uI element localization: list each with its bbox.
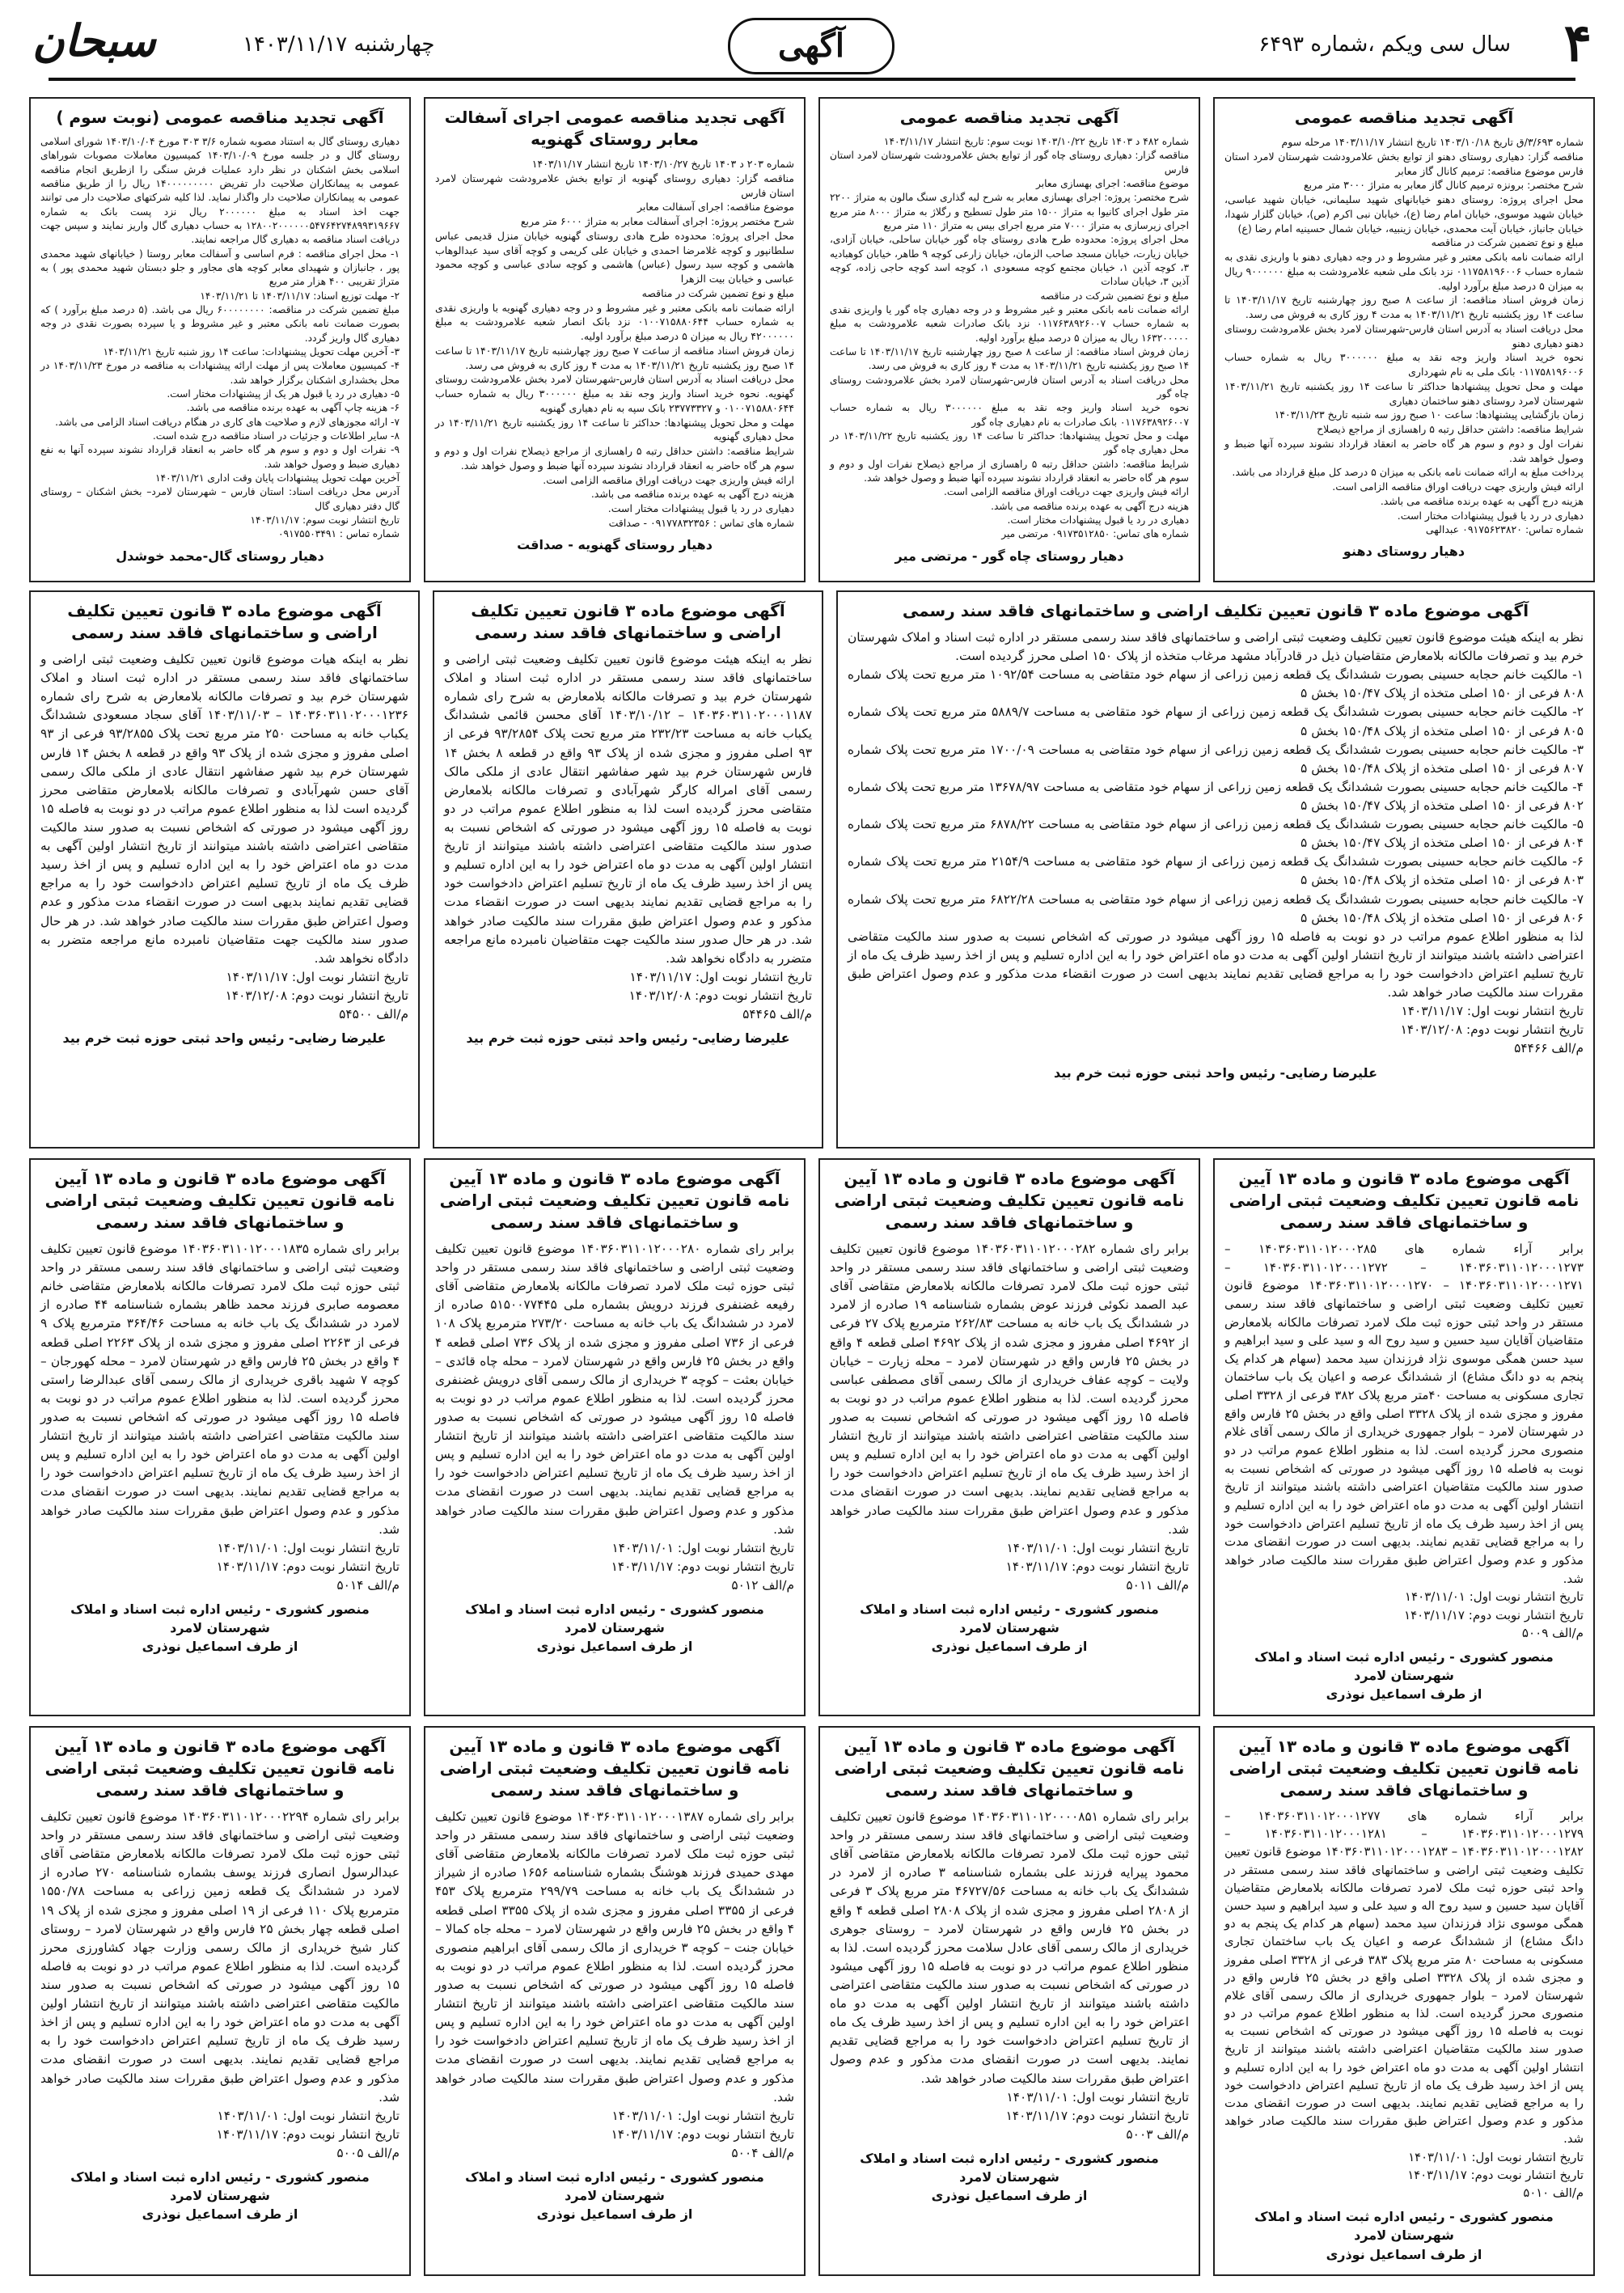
section-banner: آگهی (728, 18, 894, 74)
ad-signature: علیرضا رضایی- رئیس واحد ثبتی حوزه ثبت خرم بید (1053, 1064, 1377, 1081)
ad-signature: دهیار روستای چاه گور - مرتضی میر (894, 548, 1124, 564)
ad-signature: منصور کشوری - رئیس اداره ثبت اسناد و املاک شهرستان لامرد از طرف اسماعیل نوذری (70, 1601, 370, 1655)
ad-signature: دهیار روستای دهنو (1343, 544, 1465, 559)
ad-row-4 (29, 1726, 1595, 2276)
ad-signature: دهیار روستای گال-محمد خوشدل (116, 548, 324, 564)
ad-body: برابر رای شماره ۱۴۰۳۶۰۳۱۱۰۱۲۰۰۰۰۸۵۱ موضوع قانون تعیین تکلیف وضعیت ثبتی اراضی و ساختمانهای فاقد سند رسمی مستقر در واحد ثبتی حوزه ثبت ملک لامرد تصرفات مالکانه بلامعارض متقاضی آقای محمود پیرایه فرزند علی بشماره شناسنامه ۳ صادره از لامرد در ششدانگ یک باب خانه به مساحت ۴۶۷۲۷/۵۶ متر مربع پلاک ۳ فرعی از ۲۸۰۸ اصلی مفروز و مجزی شده از پلاک ۲۸۰۸ اصلی قطعه ۴ واقع در بخش ۲۵ فارس واقع در شهرستان لامرد – روستای جوهری خریداری از مالک رسمی آقای عادل سلامت محرز گردیده است. لذا به منظور اطلاع عموم مراتب در دو نوبت به فاصله ۱۵ روز آگهی میشود در صورتی که اشخاص نسبت به صدور سند مالکیت متقاضی اعتراضی داشته باشند میتوانند از تاریخ انتشار اولین آگهی به مدت دو ماه اعتراض خود را به این اداره تسلیم و پس از اخذ رسید ظرف یک ماه از تاریخ تسلیم اعتراض دادخواست خود را به مراجع قضایی تقدیم نمایند. بدیهی است در صورت انقضای مدت مذکور و عدم وصول اعتراض طبق مقررات سند مالکیت صادر خواهد شد. تاریخ انتشار نوبت اول: ۱۴۰۳/۱۱/۰۱ تاریخ انتشار نوبت دوم: ۱۴۰۳/۱۱/۱۷ م/الف ۵۰۰۳ (830, 1809, 1189, 2142)
ad-title: آگهی موضوع ماده ۳ قانون و ماده ۱۳ آیین نامه قانون تعیین تکلیف وضعیت ثبتی اراضی و ساختمانهای فاقد سند رسمی (439, 1737, 790, 1800)
ad-body: شماره ۳/۶۹۳/ق تاریخ ۱۴۰۳/۱۰/۱۸ تاریخ انتشار ۱۴۰۳/۱۱/۱۷ مرحله سوم مناقصه گزار: دهیاری روستای دهنو از توابع بخش علامرودشت شهرستان لامرد استان فارس موضوع مناقصه: ترمیم کانال گاز معابر شرح مختصر: برونزه ترمیم کانال گاز معابر به متراژ ۳۰۰۰ متر مربع محل اجرای پروژه: روستای دهنو خیابانهای شهید سلیمانی، خیابان شهید عباسی، خیابان شهید موسوی، خیابان امام رضا (ع)، خیابان نبی اکرم (ص)، خیابان گلزار شهدا، خیابان جانباز، خیابان آیت محمدی، خیابان زینبیه، خیابان شمال حسینیه امام رضا (ع) مبلغ و نوع تضمین شرکت در مناقصه ارائه ضمانت نامه بانکی معتبر و غیر مشروط و در وجه دهیاری دهنو با واریزی نقدی به شماره حساب ۰۱۱۷۵۸۱۹۶۰۰۶ نزد بانک ملی شعبه علامرودشت به مبلغ ۹۰۰۰۰۰۰ ریال به میزان ۵ درصد مبلغ برآورد اولیه. زمان فروش اسناد مناقصه: از ساعت ۸ صبح روز چهارشنبه تاریخ ۱۴۰۳/۱۱/۱۷ تا ساعت ۱۴ روز یکشنبه تاریخ ۱۴۰۳/۱۱/۲۱ به مدت ۴ روز کاری به فروش می رسد. محل دریافت اسناد به آدرس استان فارس-شهرستان لامرد بخش علامرودشت روستای دهنو دهیاری دهنو نحوه خرید اسناد واریز وجه نقد به مبلغ ۳۰۰۰۰۰۰ ریال به شماره حساب ۰۱۱۷۵۸۱۹۶۰۰۶ بانک ملی به نام شهرداری مهلت و محل تحویل پیشنهادها حداکثر تا ساعت ۱۴ روز یکشنبه تاریخ ۱۴۰۳/۱۱/۲۱ شهرستان لامرد روستای دهنو ساختمان دهیاری زمان بازگشایی پیشنهادها: ساعت ۱۰ صبح روز سه شنبه تاریخ ۱۴۰۳/۱۱/۲۳ شرایط مناقصه: داشتن حداقل رتبه ۵ راهسازی از مراجع ذیصلاح نفرات اول و دوم و سوم هر گاه حاضر به انعقاد قرارداد نشوند سپرده آنها ضبط و وصول خواهد شد. پرداخت مبلغ به ارائه ضمانت نامه بانکی به میزان ۵ درصد کل مبلغ قرارداد می باشد. ارائه فیش واریزی جهت دریافت اوراق مناقصه الزامی است. هزینه درج آگهی به عهده برنده مناقصه می باشد. دهیاری در رد یا قبول پیشنهادات مختار است. شماره تماس: ۰۹۱۷۵۶۲۳۸۲۰ عبدالهی (1224, 136, 1584, 536)
ad-box (29, 97, 411, 582)
ad-title: آگهی موضوع ماده ۳ قانون و ماده ۱۳ آیین نامه قانون تعیین تکلیف وضعیت ثبتی اراضی و ساختمانهای فاقد سند رسمی (44, 1737, 395, 1800)
ad-body: برابر رای شماره ۱۴۰۳۶۰۳۱۱۰۱۲۰۰۰۲۲۹۴ موضوع قانون تعیین تکلیف وضعیت ثبتی اراضی و ساختمانهای فاقد سند رسمی مستقر در واحد ثبتی حوزه ثبت ملک لامرد تصرفات مالکانه بلامعارض متقاضی آقای عبدالرسول انصاری فرزند یوسف بشماره شناسنامه ۲۷۰ صادره از لامرد در ششدانگ یک قطعه زمین زراعی به مساحت ۱۵۵۰/۷۸ مترمربع پلاک ۱۱۰ فرعی از ۱۹ اصلی مفروز و مجزی شده از پلاک ۱۹ اصلی قطعه چهار بخش ۲۵ فارس واقع در شهرستان لامرد – روستای کنار شیخ خریداری از مالک رسمی وزارت جهاد کشاورزی محرز گردیده است. لذا به منظور اطلاع عموم مراتب در دو نوبت به فاصله ۱۵ روز آگهی میشود در صورتی که اشخاص نسبت به صدور سند مالکیت متقاضی اعتراضی داشته باشند میتوانند از تاریخ انتشار اولین آگهی به مدت دو ماه اعتراض خود را به این اداره تسلیم و پس از اخذ رسید ظرف یک ماه از تاریخ تسلیم اعتراض دادخواست خود را به مراجع قضایی تقدیم نمایند. بدیهی است در صورت انقضای مدت مذکور و عدم وصول اعتراض طبق مقررات سند مالکیت صادر خواهد شد. تاریخ انتشار نوبت اول: ۱۴۰۳/۱۱/۰۱ تاریخ انتشار نوبت دوم: ۱۴۰۳/۱۱/۱۷ م/الف ۵۰۰۵ (40, 1809, 400, 2160)
ad-box (29, 1726, 411, 2276)
ad-row-2 (29, 590, 1595, 1149)
ad-body: برابر رای شماره ۱۴۰۳۶۰۳۱۱۰۱۲۰۰۰۱۳۸۷ موضوع قانون تعیین تکلیف وضعیت ثبتی اراضی و ساختمانهای فاقد سند رسمی مستقر در واحد ثبتی حوزه ثبت ملک لامرد تصرفات مالکانه بلامعارض متقاضی آقای مهدی حمیدی فرزند هوشنگ بشماره شناسنامه ۱۶۵۶ صادره از شیراز در ششدانگ یک باب خانه به مساحت ۲۹۹/۷۹ مترمربع پلاک ۴۵۳ فرعی از ۳۳۵۵ اصلی مفروز و مجزی شده از پلاک ۳۳۵۵ اصلی قطعه ۴ واقع در بخش ۲۵ فارس واقع در شهرستان لامرد – محله جاه کمالا – خیابان جنت – کوچه ۳ خریداری از مالک رسمی آقای ابراهیم منصوری محرز گردیده است. لذا به منظور اطلاع عموم مراتب در دو نوبت به فاصله ۱۵ روز آگهی میشود در صورتی که اشخاص نسبت به صدور سند مالکیت متقاضی اعتراضی داشته باشند میتوانند از تاریخ انتشار اولین آگهی به مدت دو ماه اعتراض خود را به این اداره تسلیم و پس از اخذ رسید ظرف یک ماه از تاریخ تسلیم اعتراض دادخواست خود را به مراجع قضایی تقدیم نمایند. بدیهی است در صورت انقضای مدت مذکور و عدم وصول اعتراض طبق مقررات سند مالکیت صادر خواهد شد. تاریخ انتشار نوبت اول: ۱۴۰۳/۱۱/۰۱ تاریخ انتشار نوبت دوم: ۱۴۰۳/۱۱/۱۷ م/الف ۵۰۰۴ (435, 1809, 795, 2160)
ad-signature: منصور کشوری - رئیس اداره ثبت اسناد و املاک شهرستان لامرد از طرف اسماعیل نوذری (860, 1601, 1159, 1655)
ad-box (29, 1158, 411, 1716)
ad-signature: منصور کشوری - رئیس اداره ثبت اسناد و املاک شهرستان لامرد از طرف اسماعیل نوذری (1254, 1649, 1554, 1703)
ad-title: آگهی موضوع ماده ۳ قانون و ماده ۱۳ آیین نامه قانون تعیین تکلیف وضعیت ثبتی اراضی و ساختمانهای فاقد سند رسمی (834, 1169, 1185, 1232)
ad-signature: منصور کشوری - رئیس اداره ثبت اسناد و املاک شهرستان لامرد از طرف اسماعیل نوذری (465, 2169, 764, 2223)
ad-body: نظر به اینکه هیات موضوع قانون تعیین تکلیف وضعیت ثبتی اراضی و ساختمانهای فاقد سند رسمی مستقر در اداره ثبت اسناد و املاک شهرستان خرم بید و تصرفات مالکانه بلامعارض به شرح رای شماره ۱۴۰۳۶۰۳۱۱۰۲۰۰۰۱۲۳۶ – ۱۴۰۳/۱۱/۰۳ آقای سجاد مسعودی ششدانگ یکباب خانه به مساحت ۲۵۰ متر مربع تحت پلاک ۹۳/۲۸۵۵ فرعی از ۹۳ اصلی مفروز و مجزی شده از پلاک ۹۳ واقع در قطعه ۸ بخش ۱۴ فارس شهرستان خرم بید شهر صفاشهر انتقال عادی از ملکی مالک رسمی آقای حسن شهرآبادی و تصرفات مالکانه بلامعارض متقاضی محرز گردیده است لذا به منظور اطلاع عموم مراتب در دو نوبت به فاصله ۱۵ روز آگهی میشود در صورتی که اشخاص نسبت به صدور سند مالکیت متقاضی اعتراضی داشته باشند میتوانند از تاریخ انتشار اولین آگهی به مدت دو ماه اعتراض خود را به این اداره تسلیم و پس از اخذ رسید ظرف یک ماه از تاریخ تسلیم اعتراض دادخواست خود را به مراجع قضایی تقدیم نمایند بدیهی است در صورت انقضاء مدت مذکور و عدم وصول اعتراض طبق مقررات سند مالکیت صادر خواهد شد. در هر حال صدور سند مالکیت جهت متقاضیان نامبرده مانع مراجعه متضرر به دادگاه نخواهد شد. تاریخ انتشار نوبت اول: ۱۴۰۳/۱۱/۱۷ تاریخ انتشار نوبت دوم: ۱۴۰۳/۱۲/۰۸ م/الف ۵۴۵۰۰ (40, 652, 409, 1022)
header-divider (49, 78, 1575, 81)
ad-signature: منصور کشوری - رئیس اداره ثبت اسناد و املاک شهرستان لامرد از طرف اسماعیل نوذری (860, 2150, 1159, 2204)
ad-title: آگهی موضوع ماده ۳ قانون و ماده ۱۳ آیین نامه قانون تعیین تکلیف وضعیت ثبتی اراضی و ساختمانهای فاقد سند رسمی (1229, 1169, 1580, 1232)
ad-box (1213, 97, 1595, 582)
ad-box (29, 590, 420, 1149)
ad-title: آگهی موضوع ماده ۳ قانون تعیین تکلیف اراضی و ساختمانهای فاقد سند رسمی (902, 601, 1529, 620)
ad-title: آگهی تجدید مناقصه عمومی (899, 108, 1119, 127)
ad-signature: دهیار روستای گهنویه - صداقت (517, 536, 713, 552)
ad-box (424, 97, 806, 582)
page-header (0, 0, 1624, 91)
ad-signature: علیرضا رضایی- رئیس واحد ثبتی حوزه ثبت خرم بید (62, 1030, 387, 1047)
ad-body: نظر به اینکه هیئت موضوع قانون تعیین تکلیف وضعیت ثبتی اراضی و ساختمانهای فاقد سند رسمی مستقر در اداره ثبت اسناد و املاک شهرستان خرم بید و تصرفات مالکانه بلامعارض متقاضیان ذیل در قادرآباد مشهد مرغاب متخذه از پلاک ۱۵۰ اصلی محرز گردیده است. ۱- مالکیت خانم حجابه حسینی بصورت ششدانگ یک قطعه زمین زراعی از سهام خود متقاضی به مساحت ۱۰۹۲/۵۴ متر مربع تحت پلاک شماره ۸۰۸ فرعی از ۱۵۰ اصلی متخذه از پلاک ۱۵۰/۴۷ بخش ۵ ۲- مالکیت خانم حجابه حسینی بصورت ششدانگ یک قطعه زمین زراعی از سهام خود متقاضی به مساحت ۵۸۸۹/۷ متر مربع تحت پلاک شماره ۸۰۵ فرعی از ۱۵۰ اصلی متخذه از پلاک ۱۵۰/۴۸ بخش ۵ ۳- مالکیت خانم حجابه حسینی بصورت ششدانگ یک قطعه زمین زراعی از سهام خود متقاضی به مساحت ۱۷۰۰/۰۹ متر مربع تحت پلاک شماره ۸۰۷ فرعی از ۱۵۰ اصلی متخذه از پلاک ۱۵۰/۴۸ بخش ۵ ۴- مالکیت خانم حجابه حسینی بصورت ششدانگ یک قطعه زمین زراعی از سهام خود متقاضی به مساحت ۱۳۶۷۸/۹۷ متر مربع تحت پلاک شماره ۸۰۲ فرعی از ۱۵۰ اصلی متخذه از پلاک ۱۵۰/۴۷ بخش ۵ ۵- مالکیت خانم حجابه حسینی بصورت ششدانگ یک قطعه زمین زراعی از سهام خود متقاضی به مساحت ۶۸۷۸/۲۲ متر مربع تحت پلاک شماره ۸۰۴ فرعی از ۱۵۰ اصلی متخذه از پلاک ۱۵۰/۴۷ بخش ۵ ۶- مالکیت خانم حجابه حسینی بصورت ششدانگ یک قطعه زمین زراعی از سهام خود متقاضی به مساحت ۲۱۵۴/۹ متر مربع تحت پلاک شماره ۸۰۳ فرعی از ۱۵۰ اصلی متخذه از پلاک ۱۵۰/۴۸ بخش ۵ ۷- مالکیت خانم حجابه حسینی بصورت ششدانگ یک قطعه زمین زراعی از سهام خود متقاضی به مساحت ۶۸۲۲/۲۸ متر مربع تحت پلاک شماره ۸۰۶ فرعی از ۱۵۰ اصلی متخذه از پلاک ۱۵۰/۴۸ بخش ۵ لذا به منظور اطلاع عموم مراتب در دو نوبت به فاصله ۱۵ روز آگهی میشود در صورتی که اشخاص نسبت به صدور سند مالکیت متقاضی اعتراضی داشته باشند میتوانند از تاریخ انتشار اولین آگهی به مدت دو ماه اعتراض خود را به این اداره تسلیم و پس از اخذ رسید ظرف یک ماه از تاریخ تسلیم اعتراض دادخواست خود را به مراجع قضایی تقدیم نمایند بدیهی است در صورت انقضاء مدت مذکور و عدم وصول اعتراض طبق مقررات سند مالکیت صادر خواهد شد. تاریخ انتشار نوبت اول: ۱۴۰۳/۱۱/۱۷ تاریخ انتشار نوبت دوم: ۱۴۰۳/۱۲/۰۸ م/الف ۵۴۴۶۶ (848, 630, 1584, 1056)
ad-box (818, 1726, 1200, 2276)
ad-box (424, 1158, 806, 1716)
issue-date: چهارشنبه ۱۴۰۳/۱۱/۱۷ (243, 32, 435, 57)
ad-body: نظر به اینکه هیئت موضوع قانون تعیین تکلیف وضعیت ثبتی اراضی و ساختمانهای فاقد سند رسمی مستقر در اداره ثبت اسناد و املاک شهرستان خرم بید و تصرفات مالکانه بلامعارض به شرح رای شماره ۱۴۰۳۶۰۳۱۱۰۲۰۰۰۱۱۸۷ – ۱۴۰۳/۱۰/۱۲ آقای محسن قائمی ششدانگ یکباب خانه به مساحت ۲۳۲/۲۳ متر مربع تحت پلاک ۹۳/۲۸۵۴ فرعی از ۹۳ اصلی مفروز و مجزی شده از پلاک ۹۳ واقع در قطعه ۸ بخش ۱۴ فارس شهرستان خرم بید شهر صفاشهر انتقال عادی از ملکی مالک رسمی آقای امراله کارگر شهرآبادی و تصرفات مالکانه بلامعارض متقاضی محرز گردیده است لذا به منظور اطلاع عموم مراتب در دو نوبت به فاصله ۱۵ روز آگهی میشود در صورتی که اشخاص نسبت به صدور سند مالکیت متقاضی اعتراضی داشته باشند میتوانند از تاریخ انتشار اولین آگهی به مدت دو ماه اعتراض خود را به این اداره تسلیم و پس از اخذ رسید ظرف یک ماه از تاریخ تسلیم اعتراض دادخواست خود را به مراجع قضایی تقدیم نمایند بدیهی است در صورت انقضاء مدت مذکور و عدم وصول اعتراض طبق مقررات سند مالکیت صادر خواهد شد. در هر حال صدور سند مالکیت جهت متقاضیان نامبرده مانع مراجعه متضرر به دادگاه نخواهد شد. تاریخ انتشار نوبت اول: ۱۴۰۳/۱۱/۱۷ تاریخ انتشار نوبت دوم: ۱۴۰۳/۱۲/۰۸ م/الف ۵۴۴۶۵ (444, 652, 813, 1022)
ad-body: برابر آراء شماره های ۱۴۰۳۶۰۳۱۱۰۱۲۰۰۰۲۸۵ – ۱۴۰۳۶۰۳۱۱۰۱۲۰۰۰۱۲۷۳ – ۱۴۰۳۶۰۳۱۱۰۱۲۰۰۰۱۲۷۲ – ۱۴۰۳۶۰۳۱۱۰۱۲۰۰۰۱۲۷۱ – ۱۴۰۳۶۰۳۱۱۰۱۲۰۰۰۱۲۷۰ موضوع قانون تعیین تکلیف وضعیت ثبتی اراضی و ساختمانهای فاقد سند رسمی مستقر در واحد ثبتی حوزه ثبت ملک لامرد تصرفات مالکانه بلامعارض متقاضیان آقایان سید حسین و سید روح اله و سید علی و سید ابراهیم و سید حسن همگی موسوی نژاد فرزندان سید محمد (سهام هر کدام یک پنجم به دو دانگ مشاع) از ششدانگ عرصه و اعیان یک باب ساختمان تجاری مسکونی به مساحت ۴۰متر مربع پلاک ۳۸۲ فرعی از ۳۳۲۸ اصلی مفروز و مجزی شده از پلاک ۳۳۲۸ اصلی واقع در بخش ۲۵ فارس واقع در شهرستان لامرد – بلوار جمهوری خریداری از مالک رسمی آقای غلام منصوری محرز گردیده است. لذا به منظور اطلاع عموم مراتب در دو نوبت به فاصله ۱۵ روز آگهی میشود در صورتی که اشخاص نسبت به صدور سند مالکیت متقاضیان اعتراضی داشته باشند میتوانند از تاریخ انتشار اولین آگهی به مدت دو ماه اعتراض خود را به این اداره تسلیم و پس از اخذ رسید ظرف یک ماه از تاریخ تسلیم اعتراض دادخواست خود را به مراجع قضایی تقدیم نمایند. بدیهی است در صورت انقضای مدت مذکور و عدم وصول اعتراض طبق مقررات سند مالکیت صادر خواهد شد. تاریخ انتشار نوبت اول: ۱۴۰۳/۱۱/۰۱ تاریخ انتشار نوبت دوم: ۱۴۰۳/۱۱/۱۷ م/الف ۵۰۰۹ (1224, 1242, 1584, 1641)
ad-title: آگهی موضوع ماده ۳ قانون تعیین تکلیف اراضی و ساختمانهای فاقد سند رسمی (471, 601, 785, 642)
ad-title: آگهی تجدید مناقصه عمومی (1294, 108, 1514, 127)
ad-box (836, 590, 1595, 1149)
ad-signature: منصور کشوری - رئیس اداره ثبت اسناد و املاک شهرستان لامرد از طرف اسماعیل نوذری (1254, 2209, 1554, 2262)
ad-body: برابر آراء شماره های ۱۴۰۳۶۰۳۱۱۰۱۲۰۰۰۱۲۷۷ – ۱۴۰۳۶۰۳۱۱۰۱۲۰۰۰۱۲۷۹ – ۱۴۰۳۶۰۳۱۱۰۱۲۰۰۰۱۲۸۱ – ۱۴۰۳۶۰۳۱۱۰۱۲۰۰۰۱۲۸۲ – ۱۴۰۳۶۰۳۱۱۰۱۲۰۰۰۱۲۸۳ موضوع قانون تعیین تکلیف وضعیت ثبتی اراضی و ساختمانهای فاقد سند رسمی مستقر در واحد ثبتی حوزه ثبت ملک لامرد تصرفات مالکانه بلامعارض متقاضیان آقایان سید حسین و سید روح اله و سید علی و سید ابراهیم و سید حسن همگی موسوی نژاد فرزندان سید محمد (سهام هر کدام یک پنجم به دو دانگ مشاع) از ششدانگ عرصه و اعیان یک باب ساختمان تجاری مسکونی به مساحت ۸۰ متر مربع پلاک ۳۸۳ فرعی از ۳۳۲۸ اصلی مفروز و مجزی شده از پلاک ۳۳۲۸ اصلی واقع در بخش ۲۵ فارس واقع در شهرستان لامرد – بلوار جمهوری خریداری از مالک رسمی آقای غلام منصوری محرز گردیده است. لذا به منظور اطلاع عموم مراتب در دو نوبت به فاصله ۱۵ روز آگهی میشود در صورتی که اشخاص نسبت به صدور سند مالکیت متقاضیان اعتراضی داشته باشند میتوانند از تاریخ انتشار اولین آگهی به مدت دو ماه اعتراض خود را به این اداره تسلیم و پس از اخذ رسید ظرف یک ماه از تاریخ تسلیم اعتراض دادخواست خود را به مراجع قضایی تقدیم نمایند. بدیهی است در صورت انقضای مدت مذکور و عدم وصول اعتراض طبق مقررات سند مالکیت صادر خواهد شد. تاریخ انتشار نوبت اول: ۱۴۰۳/۱۱/۰۱ تاریخ انتشار نوبت دوم: ۱۴۰۳/۱۱/۱۷ م/الف ۵۰۱۰ (1224, 1809, 1584, 2200)
ad-row-1 (29, 97, 1595, 582)
ad-body: برابر رای شماره ۱۴۰۳۶۰۳۱۱۰۱۲۰۰۰۲۸۰ موضوع قانون تعیین تکلیف وضعیت ثبتی اراضی و ساختمانهای فاقد سند رسمی مستقر در واحد ثبتی حوزه ثبت ملک لامرد تصرفات مالکانه بلامعارض متقاضی آقای رفیعه غضنفری فرزند درویش بشماره ملی ۵۱۵۰۰۷۷۴۴۵ صادره از لامرد در ششدانگ یک باب خانه به مساحت ۲۷۳/۲۰ مترمربع پلاک ۱۰۸ فرعی از ۷۳۶ اصلی مفروز و مجزی شده از پلاک ۷۳۶ اصلی قطعه ۴ واقع در بخش ۲۵ فارس واقع در شهرستان لامرد – محله چاه قائدی – خیابان بعثت – کوچه ۳ خریداری از مالک رسمی آقای درویش غضنفری محرز گردیده است. لذا به منظور اطلاع عموم مراتب در دو نوبت به فاصله ۱۵ روز آگهی میشود در صورتی که اشخاص نسبت به صدور سند مالکیت متقاضی اعتراضی داشته باشند میتوانند از تاریخ انتشار اولین آگهی به مدت دو ماه اعتراض خود را به این اداره تسلیم و پس از اخذ رسید ظرف یک ماه از تاریخ تسلیم اعتراض دادخواست خود را به مراجع قضایی تقدیم نمایند. بدیهی است در صورت انقضای مدت مذکور و عدم وصول اعتراض طبق مقررات سند مالکیت صادر خواهد شد. تاریخ انتشار نوبت اول: ۱۴۰۳/۱۱/۰۱ تاریخ انتشار نوبت دوم: ۱۴۰۳/۱۱/۱۷ م/الف ۵۰۱۲ (435, 1242, 795, 1593)
ad-signature: علیرضا رضایی- رئیس واحد ثبتی حوزه ثبت خرم بید (466, 1030, 790, 1047)
ad-box (424, 1726, 806, 2276)
ad-box (818, 1158, 1200, 1716)
ad-body: برابر رای شماره ۱۴۰۳۶۰۳۱۱۰۱۲۰۰۰۲۸۲ موضوع قانون تعیین تکلیف وضعیت ثبتی اراضی و ساختمانهای فاقد سند رسمی مستقر در واحد ثبتی حوزه ثبت ملک لامرد تصرفات مالکانه بلامعارض متقاضی آقای عبد الصمد نکوئی فرزند عوض بشماره شناسنامه ۱۹ صادره از لامرد در ششدانگ یک باب خانه به مساحت ۲۶۲/۸۳ مترمربع پلاک ۲۷ فرعی از ۴۶۹۲ اصلی مفروز و مجزی شده از پلاک ۴۶۹۲ اصلی قطعه ۴ واقع در بخش ۲۵ فارس واقع در شهرستان لامرد – محله زیارت – خیابان ولایت – کوچه عفاف خریداری از مالک رسمی آقای مصطفی عباسی محرز گردیده است. لذا به منظور اطلاع عموم مراتب در دو نوبت به فاصله ۱۵ روز آگهی میشود در صورتی که اشخاص نسبت به صدور سند مالکیت متقاضی اعتراضی داشته باشند میتوانند از تاریخ انتشار اولین آگهی به مدت دو ماه اعتراض خود را به این اداره تسلیم و پس از اخذ رسید ظرف یک ماه از تاریخ تسلیم اعتراض دادخواست خود را به مراجع قضایی تقدیم نمایند. بدیهی است در صورت انقضای مدت مذکور و عدم وصول اعتراض طبق مقررات سند مالکیت صادر خواهد شد. تاریخ انتشار نوبت اول: ۱۴۰۳/۱۱/۰۱ تاریخ انتشار نوبت دوم: ۱۴۰۳/۱۱/۱۷ م/الف ۵۰۱۱ (830, 1242, 1189, 1593)
ad-body: دهیاری روستای گال به استناد مصوبه شماره ۳/۶ ۳۰۳ مورخ ۱۴۰۳/۱۰/۰۴ شورای اسلامی روستای گال و در جلسه مورخ ۱۴۰۳/۱۰/۰۹ کمیسیون معاملات مصوبات شوراهای اسلامی بخش اشکنان در نظر دارد عملیات فرش سنگی را ازطریق انجام مناقصه عمومی به پیمانکاران صلاحیت دار تفریض ۱۴۰۰۰۰۰۰۰۰۰ ریال را از طریق مناقصه عمومی به پیمانکاران صلاحیت دار واگذار نماید. لذا کلیه شرکتهای صلاحیت دار می توانند جهت اخذ اسناد به مبلغ ۲۰۰۰۰۰۰ ریال نزد پست بانک به شماره ۱۲۸۰۰۲۰۰۰۰۰۰۵۴۷۶۴۲۷۴۸۹۹۳۱۹۶۶۷ به حساب دهیاری گال واریز نمایند و سپس جهت دریافت اسناد مناقصه به دهیاری گال مراجعه نمایند. ۱- محل اجرای مناقصه : فرم اساسی و آسفالت معابر روستا ( خیابانهای شهید محمدی پور ، جانبازان و شهیدای معابر کوچه های مجاور و جلو دبستان شهید محمدی پور ) به متراژ تقریبی ۴۰۰ هزار متر مربع ۲- مهلت توزیع اسناد: ۱۴۰۳/۱۱/۱۷ تا ۱۴۰۳/۱۱/۲۱ مبلغ تضمین شرکت در مناقصه: ۶۰۰۰۰۰۰۰۰ ریال می باشد. (۵ درصد مبلغ برآورد ) که بصورت ضمانت نامه بانکی معتبر و غیر مشروط و یا سپرده بصورت نقدی در وجه دهیاری گال واریز گردد. ۳- آخرین مهلت تحویل پیشنهادات: ساعت ۱۴ روز شنبه تاریخ ۱۴۰۳/۱۱/۲۱ ۴- کمیسیون معاملات پس از مهلت ارائه پیشنهادات به مناقصه در مورخ ۱۴۰۳/۱۱/۲۳ در محل بخشداری اشکنان برگزار خواهد شد. ۵- دهیاری در رد یا قبول هر یک از پیشنهادات مختار است. ۶- هزینه چاپ آگهی به عهده برنده مناقصه می باشد. ۷- ارائه مجوزهای لازم و صلاحیت های کاری در هنگام دریافت اسناد الزامی می باشد. ۸- سایر اطلاعات و جزئیات در اسناد مناقصه درج شده است. ۹- نفرات اول و دوم و سوم هر گاه حاضر به انعقاد قرارداد نشوند سپرده آنها به نفع دهیاری ضبط و وصول خواهد شد. آخرین مهلت تحویل پیشنهادات پایان وقت اداری ۱۴۰۳/۱۱/۲۱ آدرس محل دریافت اسناد: استان فارس – شهرستان لامرد– بخش اشکنان – روستای گال دفتر دهیاری گال تاریخ انتشار نوبت سوم: ۱۴۰۳/۱۱/۱۷ شماره تماس : ۰۹۱۷۵۵۰۳۴۹۱ (40, 136, 400, 540)
ad-box (818, 97, 1200, 582)
ad-body: برابر رای شماره ۱۴۰۳۶۰۳۱۱۰۱۲۰۰۰۱۸۳۵ موضوع قانون تعیین تکلیف وضعیت ثبتی اراضی و ساختمانهای فاقد سند رسمی مستقر در واحد ثبتی حوزه ثبت ملک لامرد تصرفات مالکانه بلامعارض متقاضی خانم معصومه صابری فرزند محمد ظاهر بشماره شناسنامه ۴۴ صادره از لامرد در ششدانگ یک باب خانه به مساحت ۳۶۴/۴۶ مترمربع پلاک ۹ فرعی از ۲۲۶۳ اصلی مفروز و مجزی شده از پلاک ۲۲۶۳ اصلی قطعه ۴ واقع در بخش ۲۵ فارس واقع در شهرستان لامرد – محله کهورجان – کوچه ۷ شهید باقری خریداری از مالک رسمی آقای عبدالرضا راستی محرز گردیده است. لذا به منظور اطلاع عموم مراتب در دو نوبت به فاصله ۱۵ روز آگهی میشود در صورتی که اشخاص نسبت به صدور سند مالکیت متقاضی اعتراضی داشته باشند میتوانند از تاریخ انتشار اولین آگهی به مدت دو ماه اعتراض خود را به این اداره تسلیم و پس از اخذ رسید ظرف یک ماه از تاریخ تسلیم اعتراض دادخواست خود را به مراجع قضایی تقدیم نمایند. بدیهی است در صورت انقضای مدت مذکور و عدم وصول اعتراض طبق مقررات سند مالکیت صادر خواهد شد. تاریخ انتشار نوبت اول: ۱۴۰۳/۱۱/۰۱ تاریخ انتشار نوبت دوم: ۱۴۰۳/۱۱/۱۷ م/الف ۵۰۱۴ (40, 1242, 400, 1593)
ad-box (1213, 1158, 1595, 1716)
issue-info: سال سی ویکم ،شماره ۶۴۹۳ (1258, 32, 1511, 57)
ad-body: شماره ۲۰۳ د ۱۴۰۳ تاریخ ۱۴۰۳/۱۰/۲۷ تاریخ انتشار ۱۴۰۳/۱۱/۱۷ مناقصه گزار: دهیاری روستای گهنویه از توابع بخش علامرودشت شهرستان لامرد استان فارس موضوع مناقصه: اجرای آسفالت معابر شرح مختصر پروژه: اجرای آسفالت معابر به متراژ ۶۰۰۰ متر مربع محل اجرای پروژه: محدوده طرح هادی روستای گهنویه خیابان منزل قدیمی عباس سلطانپور و کوچه غلامرضا احمدی و خیابان علی کریمی و کوچه آقای سید عبدالوهاب هاشمی و کوچه سید رسول (عباس) هاشمی و کوچه سادی عباسی و کوچه محمود عباسی و خیابان بیت الزهرا مبلغ و نوع تضمین شرکت در مناقصه ارائه ضمانت نامه بانکی معتبر و غیر مشروط و در وجه دهیاری گهنویه با واریزی نقدی به شماره حساب ۰۱۰۰۷۱۵۸۸۰۶۴۴ نزد بانک انصار شعبه علامرودشت به مبلغ ۴۲۰۰۰۰۰۰ ریال به میزان ۵ درصد مبلغ برآورد اولیه. زمان فروش اسناد مناقصه از ساعت ۷ صبح روز چهارشنبه تاریخ ۱۴۰۳/۱۱/۱۷ تا ساعت ۱۴ صبح روز یکشنبه تاریخ ۱۴۰۳/۱۱/۲۱ به مدت ۴ روز کاری به فروش می رسد. محل دریافت اسناد به آدرس استان فارس-شهرستان لامرد بخش علامرودشت روستای گهنویه. نحوه خرید اسناد واریز وجه نقد به مبلغ ۳۰۰۰۰۰۰ ریال به شماره حساب ۰۱۰۰۷۱۵۸۸۰۶۴۴ و ۲۳۷۷۳۳۲۷ بانک سپه به نام دهیاری گهنویه مهلت و محل تحویل پیشنهادها: حداکثر تا ساعت ۱۴ روز یکشنبه تاریخ ۱۴۰۳/۱۱/۲۱ در محل دهیاری گهنویه شرایط مناقصه: داشتن حداقل رتبه ۵ راهسازی از مراجع ذیصلاح نفرات اول و دوم و سوم هر گاه حاضر به انعقاد قرارداد نشوند سپرده آنها ضبط و وصول خواهد شد. ارائه فیش واریزی جهت دریافت اوراق مناقصه الزامی است. هزینه درج آگهی به عهده برنده مناقصه می باشد. دهیاری در رد یا قبول پیشنهادات مختار است. شماره های تماس : ۰۹۱۷۷۸۳۲۳۵۶ - صداقت (435, 158, 795, 529)
ad-title: آگهی موضوع ماده ۳ قانون و ماده ۱۳ آیین نامه قانون تعیین تکلیف وضعیت ثبتی اراضی و ساختمانهای فاقد سند رسمی (439, 1169, 790, 1232)
ad-title: آگهی موضوع ماده ۳ قانون و ماده ۱۳ آیین نامه قانون تعیین تکلیف وضعیت ثبتی اراضی و ساختمانهای فاقد سند رسمی (1229, 1737, 1580, 1800)
page-number: ۴ (1563, 13, 1592, 74)
ad-row-3 (29, 1158, 1595, 1716)
ad-box (1213, 1726, 1595, 2276)
newspaper-logo: سبحان (32, 15, 156, 66)
ad-box (433, 590, 823, 1149)
ad-signature: منصور کشوری - رئیس اداره ثبت اسناد و املاک شهرستان لامرد از طرف اسماعیل نوذری (465, 1601, 764, 1655)
ad-title: آگهی تجدید مناقصه عمومی (نوبت سوم ) (56, 108, 384, 127)
ad-title: آگهی موضوع ماده ۳ قانون و ماده ۱۳ آیین نامه قانون تعیین تکلیف وضعیت ثبتی اراضی و ساختمانهای فاقد سند رسمی (834, 1737, 1185, 1800)
ad-title: آگهی موضوع ماده ۳ قانون تعیین تکلیف اراضی و ساختمانهای فاقد سند رسمی (67, 601, 382, 642)
ad-signature: منصور کشوری - رئیس اداره ثبت اسناد و املاک شهرستان لامرد از طرف اسماعیل نوذری (70, 2169, 370, 2223)
ad-title: آگهی موضوع ماده ۳ قانون و ماده ۱۳ آیین نامه قانون تعیین تکلیف وضعیت ثبتی اراضی و ساختمانهای فاقد سند رسمی (44, 1169, 395, 1232)
ad-title: آگهی تجدید مناقصه عمومی اجرای آسفالت معابر روستای گهنویه (444, 108, 785, 149)
ad-body: شماره ۴۸۲ د ۱۴۰۳ تاریخ ۱۴۰۳/۱۰/۲۲ نوبت سوم: تاریخ انتشار ۱۴۰۳/۱۱/۱۷ مناقصه گزار: دهیاری روستای چاه گور از توابع بخش علامرودشت شهرستان لامرد استان فارس موضوع مناقصه: اجرای بهسازی معابر شرح مختصر: پروژه: اجرای بهسازی معابر به شرح لبه گذاری سنگ مالون به متراژ ۲۲۰۰ متر طول اجرای کانیوا به متراژ ۱۵۰۰ متر طول تسطیح و رگلاژ به متراژ ۸۰۰۰ متر مربع اجرای زیرسازی به متراژ ۷۰۰۰ متر مربع اجرای بیس به متراژ ۱۱۰ متر مربع محل اجرای پروژه: محدوده طرح هادی روستای چاه گور خیابان ساحلی، خیابان آزادی، خیابان زیارت، خیابان مسجد صاحب الزمان، خیابان زارعی کوچه ۹ طاهر، خیابان کوهبادیه ۳، کوچه آذین ۱، خیابان مجتمع کوچه مسعودی ۱، کوچه اسد کوچه حاجی زاده، کوچه آذین ۳، خیابان سادات مبلغ و نوع تضمین شرکت در مناقصه ارائه ضمانت نامه بانکی معتبر و غیر مشروط و در وجه دهیاری چاه گور یا واریزی نقدی به شماره حساب ۰۱۱۷۶۳۸۹۲۶۰۰۷ نزد بانک صادرات شعبه علامرودشت به مبلغ ۱۶۳۲۰۰۰۰۰ ریال به میزان ۵ درصد مبلغ برآورد اولیه. زمان فروش اسناد مناقصه: از ساعت ۸ صبح روز چهارشنبه تاریخ ۱۴۰۳/۱۱/۱۷ تا ساعت ۱۴ صبح روز یکشنبه تاریخ ۱۴۰۳/۱۱/۲۱ به مدت ۴ روز کاری به فروش می رسد. محل دریافت اسناد به آدرس استان فارس-شهرستان لامرد بخش علامرودشت روستای چاه گور نحوه خرید اسناد واریز وجه نقد به مبلغ ۳۰۰۰۰۰۰ ریال به شماره حساب ۰۱۱۷۶۳۸۹۲۶۰۰۷ بانک صادرات به نام دهیاری چاه گور مهلت و محل تحویل پیشنهادها: حداکثر تا ساعت ۱۴ روز یکشنبه تاریخ ۱۴۰۳/۱۱/۲۲ در محل دهیاری چاه گور شرایط مناقصه: داشتن حداقل رتبه ۵ راهسازی از مراجع ذیصلاح نفرات اول و دوم و سوم هر گاه حاضر به انعقاد قرارداد نشوند سپرده آنها ضبط و وصول خواهد شد. ارائه فیش واریزی جهت دریافت اوراق مناقصه الزامی است. هزینه درج آگهی به عهده برنده مناقصه می باشد. دهیاری در رد یا قبول پیشنهادات مختار است. شماره های تماس: ۰۹۱۷۳۵۱۲۸۵۰ مرتضی میر (830, 136, 1190, 540)
